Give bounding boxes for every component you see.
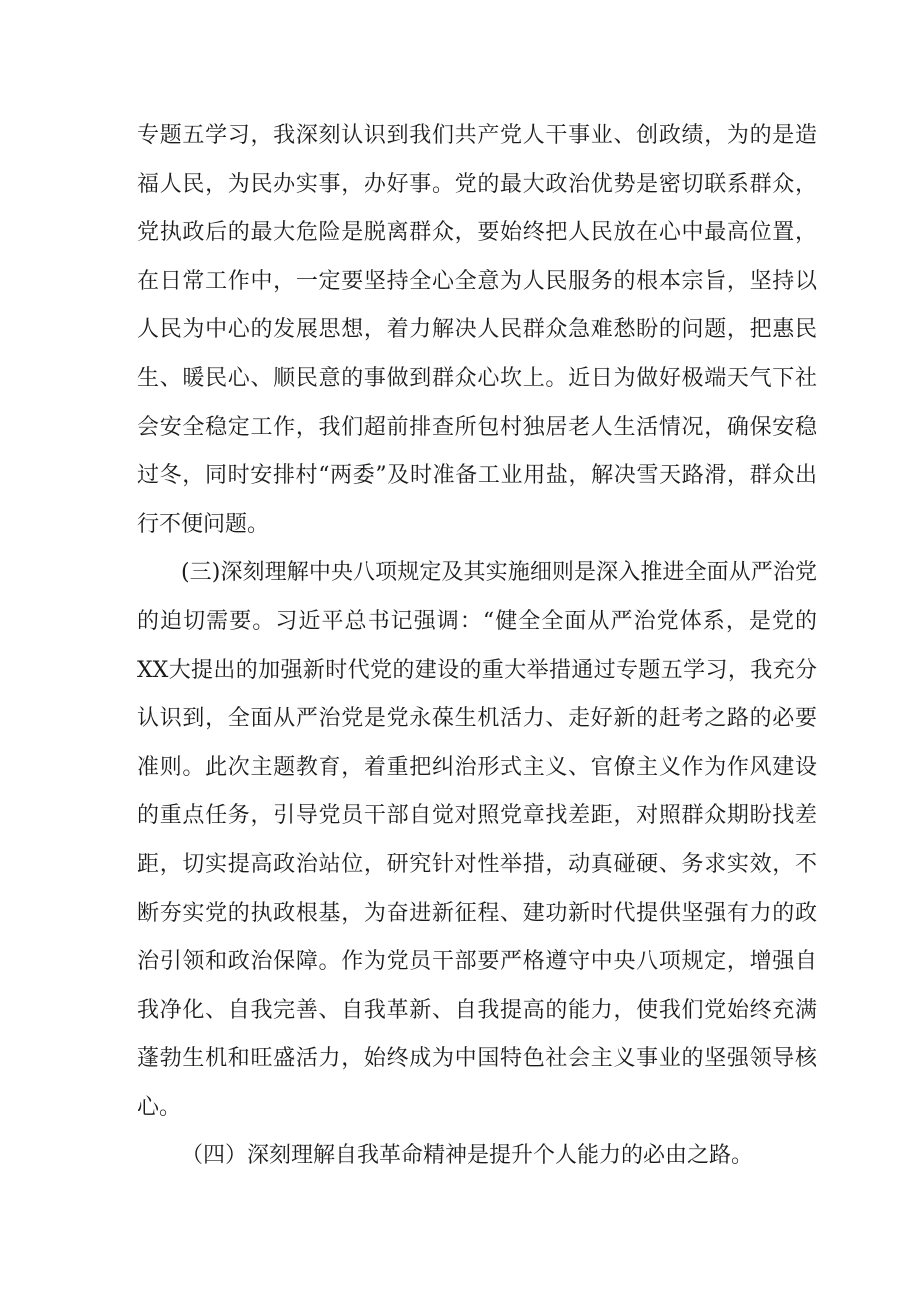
document-body — [137, 112, 817, 1181]
paragraph-section-three: (三)深刻理解中央八项规定及其实施细则是深入推进全面从严治党的迫切需要。习近平总书记强调：“健全全面从严治党体系，是党的XX大提出的加强新时代党的建设的重大举措通过专题五学习，我充分认识到，全面从严治党是党永葆生机活力、走好新的赶考之路的必要准则。此次主题教育，着重把纠治形式主义、官僚主义作为作风建设的重点任务，引导党员干部自觉对照党章找差距，对照群众期盼找差距，切实提高政治站位，研究针对性举措，动真碰硬、务求实效，不断夯实党的执政根基，为奋进新征程、建功新时代提供坚强有力的政治引领和政治保障。作为党员干部要严格遵守中央八项规定，增强自我净化、自我完善、自我革新、自我提高的能力，使我们党始终充满蓬勃生机和旺盛活力，始终成为中国特色社会主义事业的坚强领导核心。 — [137, 560, 817, 1120]
paragraph-section-four-heading: （四）深刻理解自我革命精神是提升个人能力的必由之路。 — [181, 1143, 754, 1169]
paragraph-continuation: 专题五学习，我深刻认识到我们共产党人干事业、创政绩，为的是造福人民，为民办实事，办好事。党的最大政治优势是密切联系群众，党执政后的最大危险是脱离群众，要始终把人民放在心中最高位置，在日常工作中，一定要坚持全心全意为人民服务的根本宗旨，坚持以人民为中心的发展思想，着力解决人民群众急难愁盼的问题，把惠民生、暖民心、顺民意的事做到群众心坎上。近日为做好极端天气下社会安全稳定工作，我们超前排查所包村独居老人生活情况，确保安稳过冬，同时安排村“两委”及时准备工业用盐，解决雪天路滑，群众出行不便问题。 — [137, 123, 817, 537]
